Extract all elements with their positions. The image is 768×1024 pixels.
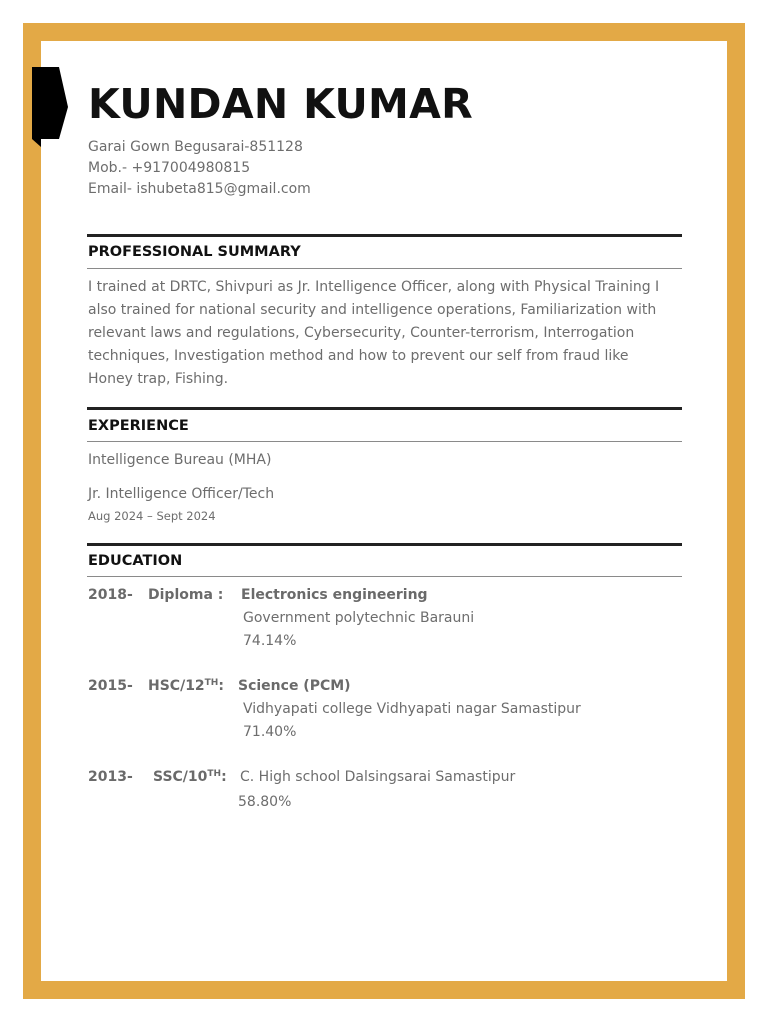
- contact-address: Garai Gown Begusarai-851128: [88, 139, 303, 155]
- section-rule-thin: [87, 576, 682, 577]
- candidate-name: KUNDAN KUMAR: [88, 80, 474, 128]
- name-flag-marker: [32, 67, 68, 147]
- section-rule-thick: [87, 407, 682, 410]
- experience-organization: Intelligence Bureau (MHA): [88, 452, 272, 468]
- section-rule-thick: [87, 543, 682, 546]
- section-rule-thin: [87, 268, 682, 269]
- education-score: 58.80%: [238, 794, 292, 810]
- education-level: SSC/10TH:: [153, 769, 227, 785]
- education-heading: EDUCATION: [88, 553, 183, 569]
- section-rule-thick: [87, 234, 682, 237]
- section-rule-thin: [87, 441, 682, 442]
- education-institution: Vidhyapati college Vidhyapati nagar Samastipur: [243, 701, 581, 717]
- education-stream: Science (PCM): [238, 678, 351, 694]
- summary-text: I trained at DRTC, Shivpuri as Jr. Intelligence Officer, along with Physical Training I also trained for national security and intelligence operations, Familiarization with relevant laws and regulations, Cybersecurity, Counter-terrorism, Interrogation techniques, Investigation method and how to prevent our self from fraud like Honey trap, Fishing.: [88, 279, 660, 387]
- education-institution: Government polytechnic Barauni: [243, 610, 475, 626]
- education-year: 2018-: [88, 587, 133, 603]
- experience-heading: EXPERIENCE: [88, 418, 189, 434]
- contact-email: Email- ishubeta815@gmail.com: [88, 181, 311, 197]
- education-score: 71.40%: [243, 724, 297, 740]
- contact-mobile: Mob.- +917004980815: [88, 160, 251, 176]
- education-score: 74.14%: [243, 633, 297, 649]
- experience-dates: Aug 2024 – Sept 2024: [88, 509, 216, 523]
- education-year: 2015-: [88, 678, 133, 694]
- summary-heading: PROFESSIONAL SUMMARY: [88, 244, 301, 260]
- education-level: HSC/12TH:: [148, 678, 224, 694]
- education-stream: Electronics engineering: [241, 587, 428, 603]
- education-level: Diploma :: [148, 587, 224, 603]
- experience-role: Jr. Intelligence Officer/Tech: [88, 486, 275, 502]
- education-year: 2013-: [88, 769, 133, 785]
- education-institution: C. High school Dalsingsarai Samastipur: [240, 769, 516, 785]
